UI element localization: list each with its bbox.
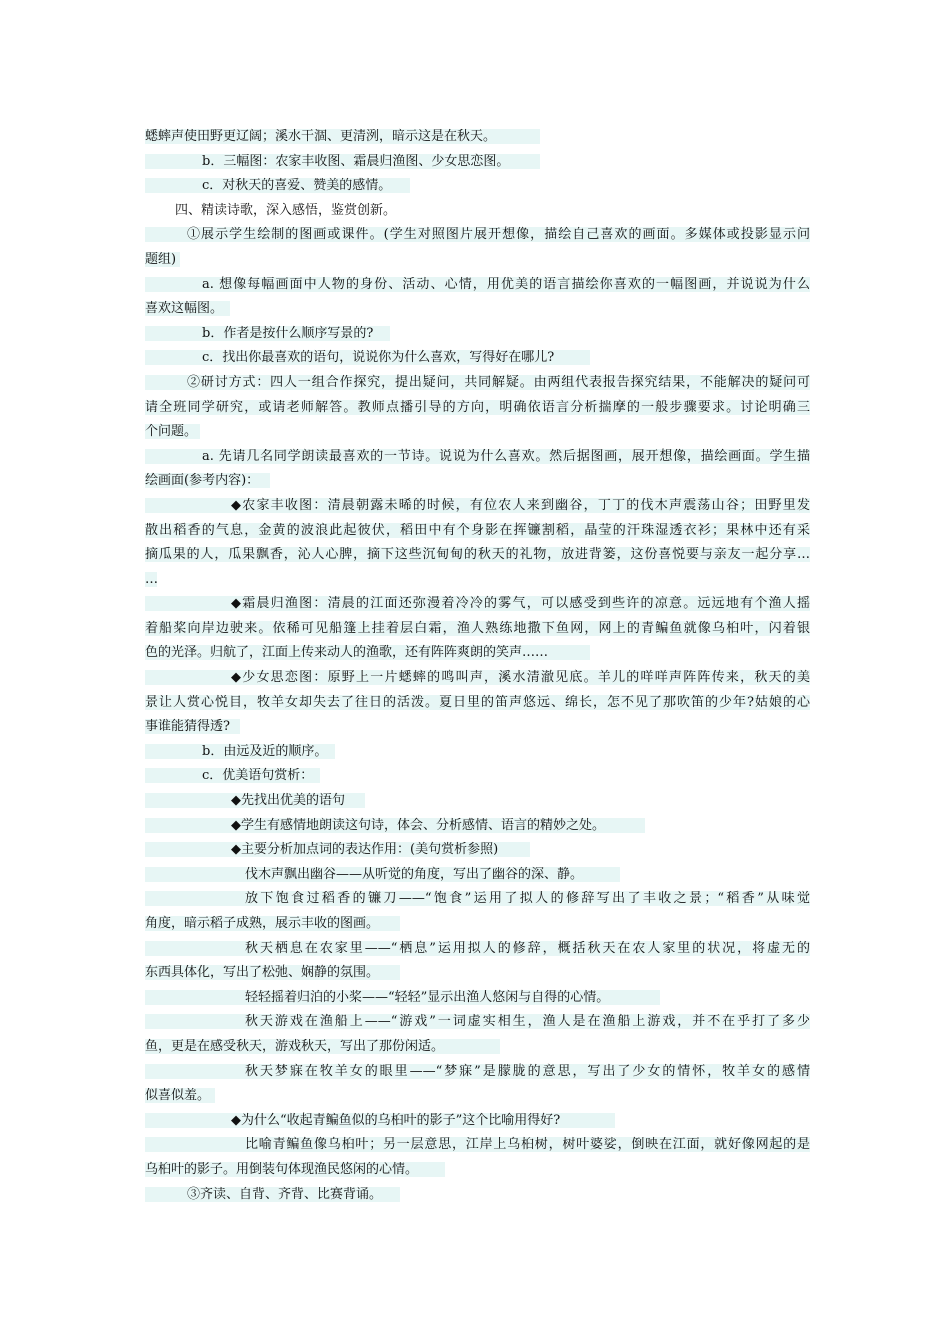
text-line <box>145 519 810 544</box>
line-text: ③齐读、自背、齐背、比赛背诵。 <box>187 1186 383 1202</box>
text-line <box>145 1035 810 1060</box>
text-line <box>145 223 810 248</box>
text-line <box>145 1010 810 1035</box>
line-text: 伐木声飘出幽谷——从听觉的角度，写出了幽谷的深、静。 <box>245 866 584 882</box>
line-text: ②研讨方式：四人一组合作探究，提出疑问，共同解疑。由两组代表报告探究结果，不能解决的疑问可 <box>187 374 810 390</box>
text-line <box>145 568 810 593</box>
line-text: ◆农家丰收图：清晨朝露未晞的时候，有位农人来到幽谷，丁丁的伐木声震荡山谷；田野里发 <box>231 497 810 513</box>
line-text: ◆先找出优美的语句 <box>231 793 345 809</box>
line-text: 秋天游戏在渔船上——“游戏”一词虚实相生，渔人是在渔船上游戏，并不在乎打了多少 <box>245 1014 810 1030</box>
line-text: 秋天梦寐在牧羊女的眼里——“梦寐”是朦胧的意思，写出了少女的情怀，牧羊女的感情 <box>245 1063 810 1079</box>
text-line <box>145 814 810 839</box>
line-text: c．找出你最喜欢的语句，说说你为什么喜欢，写得好在哪儿? <box>202 350 555 366</box>
text-line <box>145 887 810 912</box>
text-line <box>145 1084 810 1109</box>
line-text: … <box>145 571 158 587</box>
text-line <box>145 641 810 666</box>
line-text: 请全班同学研究，或请老师解答。教师点播引导的方向，明确依语言分析揣摩的一般步骤要求。讨论明确三 <box>145 399 810 415</box>
line-text: 喜欢这幅图。 <box>145 301 224 317</box>
line-text: ◆学生有感情地朗读这句诗，体会、分析感情、语言的精妙之处。 <box>231 817 605 833</box>
line-text: c．优美语句赏析： <box>202 768 314 784</box>
text-line <box>145 297 810 322</box>
line-text: ①展示学生绘制的图画或课件。(学生对照图片展开想像，描绘自己喜欢的画面。多媒体或投影显示问 <box>187 227 810 243</box>
line-text: a. 先请几名同学朗读最喜欢的一节诗。说说为什么喜欢。然后据图画，展开想像，描绘画面。学生描 <box>202 448 810 464</box>
line-text: 角度，暗示稻子成熟，展示丰收的图画。 <box>145 916 380 931</box>
line-text: 着船桨向岸边驶来。依稀可见船篷上挂着层白霜，渔人熟练地撒下鱼网，网上的青鳊鱼就像乌桕叶，闪着银 <box>145 620 810 636</box>
text-line <box>145 912 810 937</box>
text-line <box>145 838 810 863</box>
line-text: 乌桕叶的影子。用倒装句体现渔民悠闲的心情。 <box>145 1161 419 1177</box>
line-text: b．三幅图：农家丰收图、霜晨归渔图、少女思恋图。 <box>202 153 510 169</box>
line-text: 秋天栖息在农家里——“栖息”运用拟人的修辞，概括秋天在农人家里的状况，将虚无的 <box>245 940 810 956</box>
line-text: ◆霜晨归渔图：清晨的江面还弥漫着冷冷的雾气，可以感受到些许的凉意。远远地有个渔人摇 <box>231 596 810 612</box>
line-text: 比喻青鳊鱼像乌桕叶；另一层意思，江岸上乌桕树，树叶婆娑，倒映在江面，就好像网起的是 <box>245 1137 810 1153</box>
line-text: 散出稻香的气息，金黄的波浪此起彼伏，稻田中有个身影在挥镰割稻，晶莹的汗珠湿透衣衫；果林中还有采 <box>145 522 810 538</box>
line-text: 四、精读诗歌，深入感悟，鉴赏创新。 <box>175 202 397 218</box>
line-text: a. 想像每幅画面中人物的身份、活动、心情，用优美的语言描绘你喜欢的一幅图画，并说说为什么 <box>202 276 810 292</box>
text-line <box>145 764 810 789</box>
line-text: 个问题。 <box>145 424 198 440</box>
line-text: 色的光泽。归航了，江面上传来动人的渔歌，还有阵阵爽朗的笑声…… <box>145 645 549 661</box>
text-line <box>145 1133 810 1158</box>
text-line <box>145 715 810 740</box>
text-line <box>145 346 810 371</box>
text-line <box>145 494 810 519</box>
line-text: 绘画面(参考内容)： <box>145 473 260 489</box>
line-text: 事谁能猜得透? <box>145 719 230 735</box>
line-text: b．作者是按什么顺序写景的? <box>202 325 374 341</box>
text-line <box>145 961 810 986</box>
line-text: ◆少女思恋图：原野上一片蟋蟀的鸣叫声，溪水清澈见底。羊儿的咩咩声阵阵传来，秋天的美 <box>231 670 810 686</box>
text-line <box>145 445 810 470</box>
text-line <box>145 617 810 642</box>
text-line <box>145 863 810 888</box>
line-text: 鱼，更是在感受秋天，游戏秋天，写出了那份闲适。 <box>145 1038 445 1054</box>
line-text: b．由远及近的顺序。 <box>202 743 328 759</box>
text-line <box>145 150 810 175</box>
text-line <box>145 420 810 445</box>
text-line <box>145 248 810 273</box>
text-line <box>145 789 810 814</box>
line-text: 放下饱食过稻香的镰刀——“饱食”运用了拟人的修辞写出了丰收之景；“稻香”从味觉 <box>245 891 810 907</box>
line-text: 摘瓜果的人，瓜果飘香，沁人心脾，摘下这些沉甸甸的秋天的礼物，放进背篓，这份喜悦要与亲友一起分享… <box>145 547 810 563</box>
text-line <box>145 592 810 617</box>
text-line <box>145 273 810 298</box>
line-text: 东西具体化，写出了松弛、娴静的氛围。 <box>145 965 380 981</box>
text-line <box>145 1060 810 1085</box>
line-text: 景让人赏心悦目，牧羊女却失去了往日的活泼。夏日里的笛声悠远、绵长，怎不见了那吹笛的少年?姑娘的心 <box>145 694 810 710</box>
text-line <box>145 691 810 716</box>
text-line <box>145 125 810 150</box>
text-line <box>145 1158 810 1183</box>
text-line <box>145 396 810 421</box>
line-text: ◆为什么“收起青鳊鱼似的乌桕叶的影子”这个比喻用得好? <box>231 1112 561 1128</box>
line-text: 轻轻摇着归泊的小桨——“轻轻”显示出渔人悠闲与自得的心情。 <box>245 989 610 1005</box>
text-line <box>145 937 810 962</box>
line-text: ◆主要分析加点词的表达作用：(美句赏析参照) <box>231 842 499 858</box>
text-line <box>145 543 810 568</box>
text-line <box>145 986 810 1011</box>
text-line <box>145 469 810 494</box>
line-text: 题组) <box>145 251 177 267</box>
text-line <box>145 322 810 347</box>
line-text: 似喜似羞。 <box>145 1088 211 1104</box>
line-text: c．对秋天的喜爱、赞美的感情。 <box>202 178 392 194</box>
text-line <box>145 1183 810 1208</box>
text-line <box>145 199 810 224</box>
text-line <box>145 1109 810 1134</box>
document-body <box>0 125 950 1207</box>
line-text: 蟋蟀声使田野更辽阔；溪水干涸、更清洌，暗示这是在秋天。 <box>145 129 497 144</box>
text-line <box>145 740 810 765</box>
text-line <box>145 371 810 396</box>
text-line <box>145 666 810 691</box>
text-line <box>145 174 810 199</box>
